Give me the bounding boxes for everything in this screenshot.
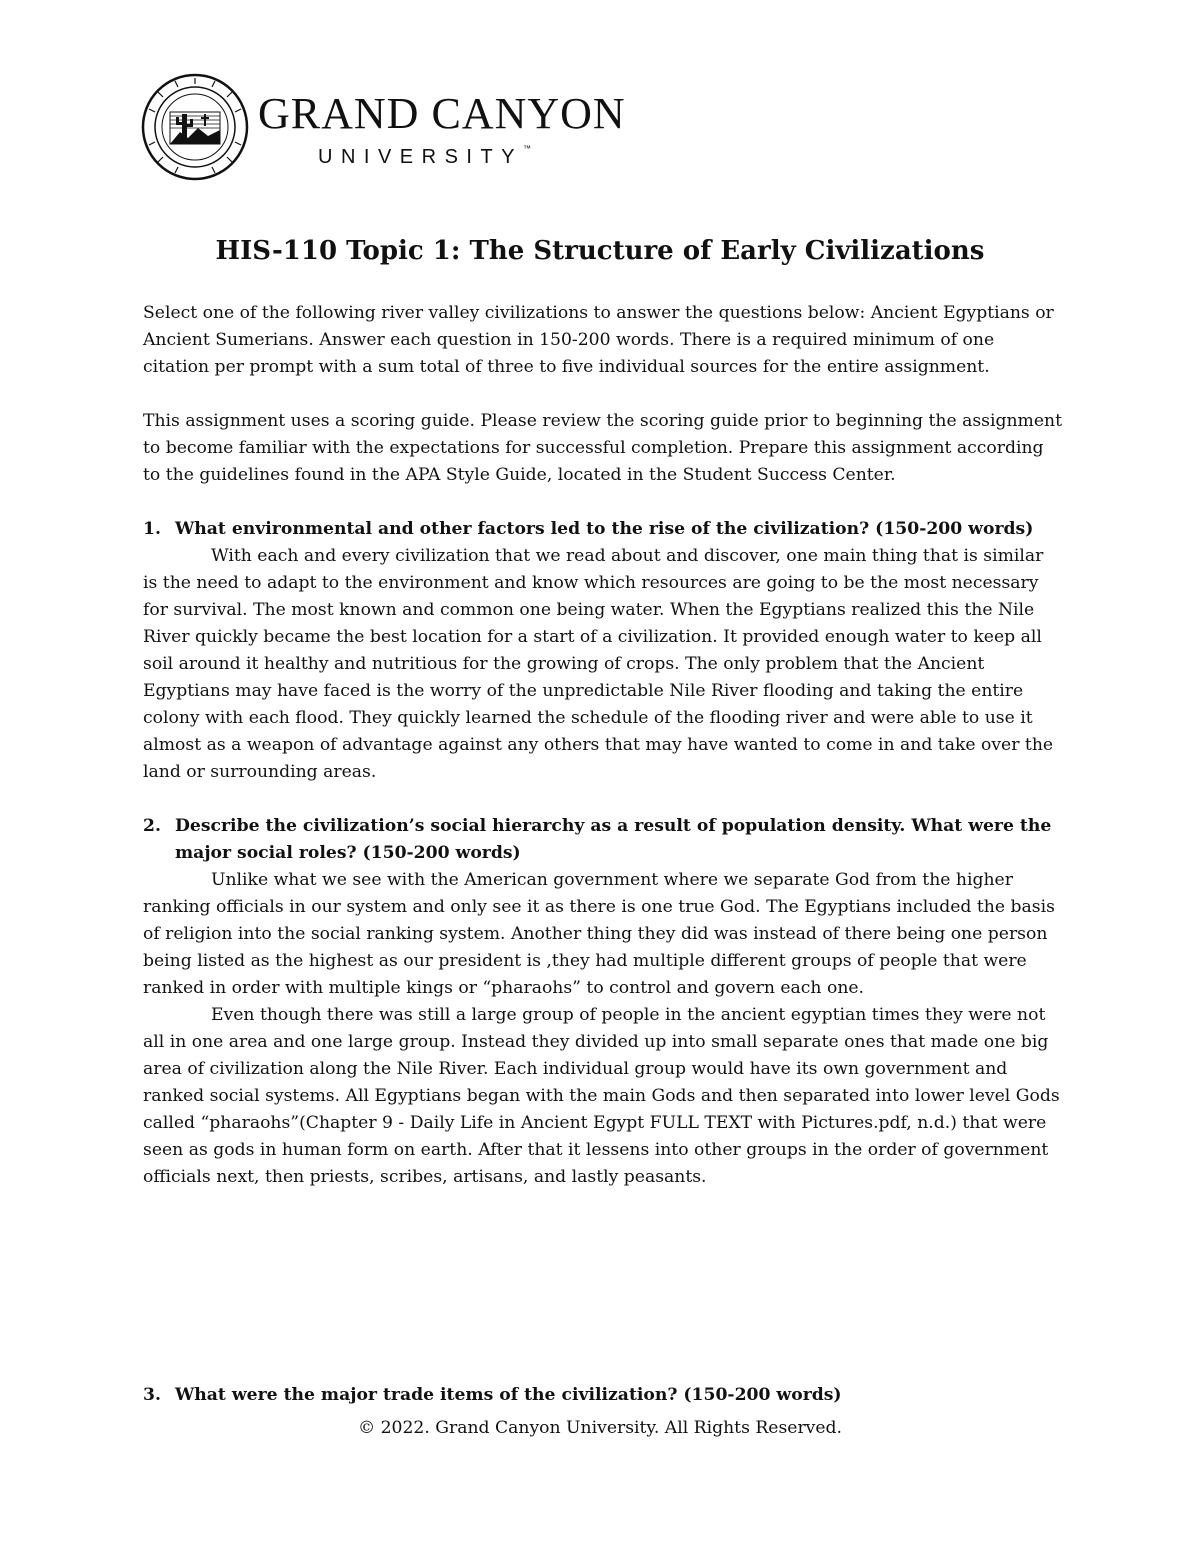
question-3	[143, 1382, 1063, 1409]
question-prompt: Describe the civilization’s social hierarchy as a result of population density. What were the major social roles? (150-200 words)	[175, 816, 1052, 863]
question-2	[143, 813, 1063, 867]
question-prompt: What environmental and other factors led to the rise of the civilization? (150-200 words)	[175, 519, 1034, 539]
logo-wordmark-top: GRAND CANYON	[258, 89, 626, 138]
document-title: HIS-110 Topic 1: The Structure of Early Civilizations	[215, 236, 985, 266]
answer-2-paragraph-1: Unlike what we see with the American government where we separate God from the higher ranking officials in our system and only see it as there is one true God. The Egyptians included the basis of religion into the social ranking system. Another thing they did was instead of there being one person being listed as the highest as our president is ,they had multiple different groups of people that were ranked in order with multiple kings or “pharaohs” to control and govern each one.	[143, 870, 1055, 998]
question-number: 2.	[143, 816, 161, 836]
intro-paragraph-1: Select one of the following river valley civilizations to answer the questions below: Ancient Egyptians or Ancient Sumerians. Answer each question in 150-200 words. There is a required minimum of one citation per prompt with a sum total of three to five individual sources for the entire assignment.	[143, 303, 1054, 377]
copyright-footer: © 2022. Grand Canyon University. All Rights Reserved.	[357, 1418, 843, 1438]
answer-1-paragraph-1: With each and every civilization that we read about and discover, one main thing that is similar is the need to adapt to the environment and know which resources are going to be the most necessary for survival. The most known and common one being water. When the Egyptians realized this the Nile River quickly became the best location for a start of a civilization. It provided enough water to keep all soil around it healthy and nutritious for the growing of crops. The only problem that the Ancient Egyptians may have faced is the worry of the unpredictable Nile River flooding and taking the entire colony with each flood. They quickly learned the schedule of the flooding river and were able to use it almost as a weapon of advantage against any others that may have wanted to come in and take over the land or surrounding areas.	[143, 546, 1054, 782]
trademark-symbol: ™	[523, 144, 532, 153]
university-seal-icon	[140, 72, 250, 182]
question-prompt: What were the major trade items of the civilization? (150-200 words)	[175, 1385, 842, 1405]
question-3-container	[143, 1382, 1063, 1409]
question-number: 3.	[143, 1385, 161, 1405]
answer-2-paragraph-2: Even though there was still a large group of people in the ancient egyptian times they were not all in one area and one large group. Instead they divided up into small separate ones that made one big area of civilization along the Nile River. Each individual group would have its own government and ranked social systems. All Egyptians began with the main Gods and then separated into lower level Gods called “pharaohs”(Chapter 9 - Daily Life in Ancient Egypt FULL TEXT with Pictures.pdf, n.d.) that were seen as gods in human form on earth. After that it lessens into other groups in the order of government officials next, then priests, scribes, artisans, and lastly peasants.	[143, 1005, 1060, 1187]
logo-wordmark-university: UNIVERSITY	[318, 146, 524, 168]
intro-paragraph-2: This assignment uses a scoring guide. Please review the scoring guide prior to beginning the assignment to become familiar with the expectations for successful completion. Prepare this assignment according to the guidelines found in the APA Style Guide, located in the Student Success Center.	[143, 411, 1063, 485]
university-logo	[140, 72, 626, 182]
document-body	[143, 300, 1063, 1191]
question-1	[143, 516, 1063, 543]
question-number: 1.	[143, 519, 161, 539]
logo-wordmark-bottom	[318, 146, 531, 169]
